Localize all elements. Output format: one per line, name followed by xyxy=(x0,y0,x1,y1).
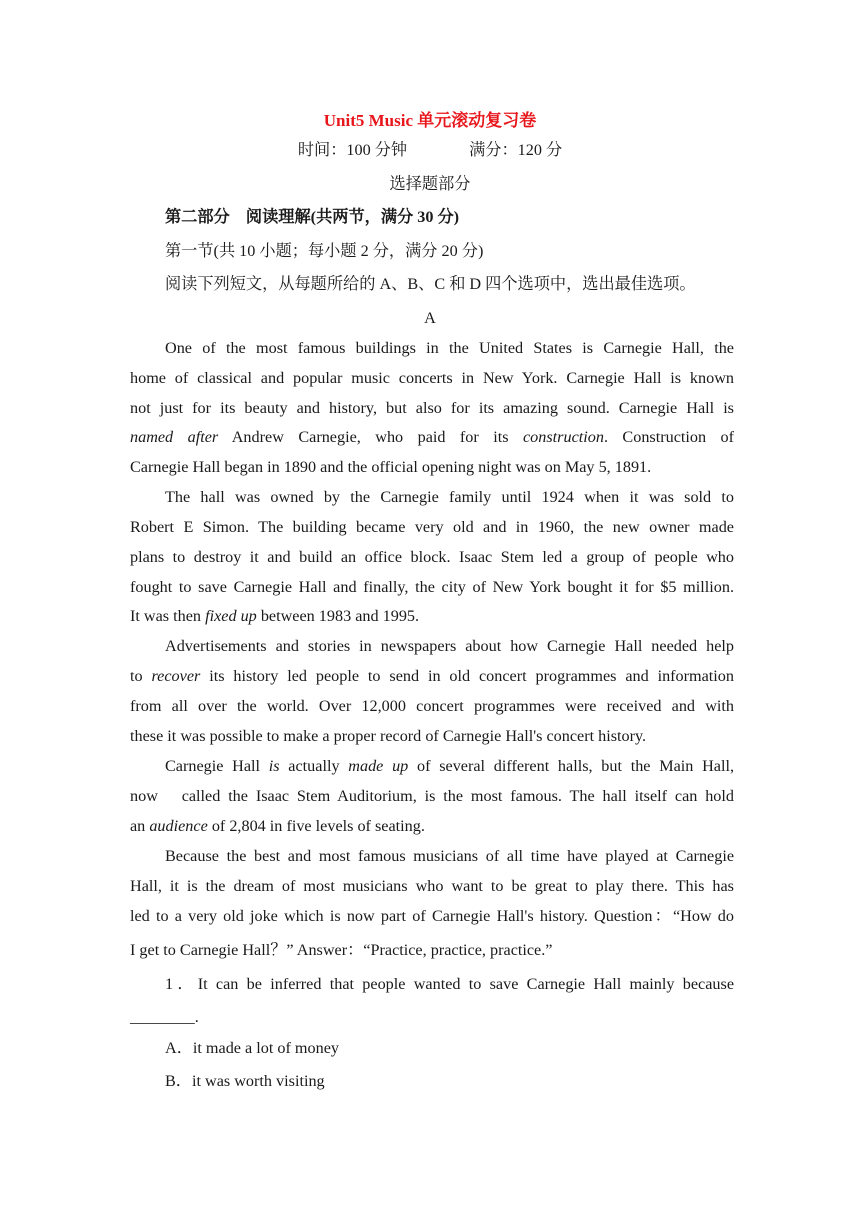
section-label: 选择题部分 xyxy=(389,175,471,193)
document-title: Unit5 Music 单元滚动复习卷 xyxy=(323,111,537,130)
italic-phrase: recover xyxy=(151,667,201,685)
paragraph-5-line-1: Because the best and most famous musicians of all time have played at Carnegie xyxy=(165,847,734,865)
paragraph-2-line-4: fought to save Carnegie Hall and finally, the city of New York bought it for $5 million. xyxy=(130,578,734,596)
paragraph-4-line-2: now called the Isaac Stem Auditorium, is the most famous. The hall itself can hold xyxy=(130,787,734,805)
passage-label: A xyxy=(424,309,436,327)
question-1-stem: 1．It can be inferred that people wanted to save Carnegie Hall mainly because xyxy=(165,975,734,993)
italic-phrase: fixed up xyxy=(205,607,257,625)
italic-phrase: construction xyxy=(523,428,604,446)
italic-phrase: is xyxy=(268,757,280,775)
paragraph-2-line-5: It was then fixed up between 1983 and 1995. xyxy=(130,607,420,625)
paragraph-2-line-1: The hall was owned by the Carnegie family until 1924 when it was sold to xyxy=(165,488,734,506)
italic-phrase: made up xyxy=(348,757,409,775)
paragraph-5-line-3: led to a very old joke which is now part of Carnegie Hall's history. Question：“How do xyxy=(130,907,734,925)
exam-time: 时间：100 分钟 xyxy=(297,141,408,159)
paragraph-1-line-1: One of the most famous buildings in the United States is Carnegie Hall, the xyxy=(165,339,734,357)
paragraph-2-line-2: Robert E Simon. The building became very old and in 1960, the new owner made xyxy=(130,518,734,536)
paragraph-3-line-2: to recover its history led people to send in old concert programmes and information xyxy=(130,667,734,685)
paragraph-2-line-3: plans to destroy it and build an office block. Isaac Stem led a group of people who xyxy=(130,548,734,566)
paragraph-1-line-3: not just for its beauty and history, but also for its amazing sound. Carnegie Hall is xyxy=(130,399,734,417)
paragraph-1-line-4: named after Andrew Carnegie, who paid for its construction. Construction of xyxy=(130,428,735,446)
instruction-text: 阅读下列短文，从每题所给的 A、B、C 和 D 四个选项中，选出最佳选项。 xyxy=(165,275,696,293)
exam-full-score: 满分：120 分 xyxy=(469,141,563,159)
paragraph-5-line-4: I get to Carnegie Hall？” Answer：“Practice, practice, practice.” xyxy=(130,941,553,959)
subsection-heading: 第一节(共 10 小题；每小题 2 分，满分 20 分) xyxy=(165,242,484,260)
paragraph-5-line-2: Hall, it is the dream of most musicians who want to be great to play there. This has xyxy=(130,877,734,895)
paragraph-3-line-1: Advertisements and stories in newspapers about how Carnegie Hall needed help xyxy=(165,637,734,655)
paragraph-4-line-3: an audience of 2,804 in five levels of seating. xyxy=(130,817,425,835)
paragraph-1-line-5: Carnegie Hall began in 1890 and the official opening night was on May 5, 1891. xyxy=(130,458,652,476)
paragraph-4-line-1: Carnegie Hall is actually made up of several different halls, but the Main Hall, xyxy=(165,757,735,775)
part-heading: 第二部分 阅读理解(共两节，满分 30 分) xyxy=(165,208,460,226)
question-1-blank: ________. xyxy=(130,1008,199,1026)
italic-phrase: named after xyxy=(130,428,219,446)
italic-phrase: audience xyxy=(149,817,208,835)
question-1-option-a: A．it made a lot of money xyxy=(165,1039,339,1057)
paragraph-1-line-2: home of classical and popular music concerts in New York. Carnegie Hall is known xyxy=(130,369,734,387)
paragraph-3-line-3: from all over the world. Over 12,000 concert programmes were received and with xyxy=(130,697,734,715)
paragraph-3-line-4: these it was possible to make a proper record of Carnegie Hall's concert history. xyxy=(130,727,647,745)
exam-meta xyxy=(0,139,860,161)
question-1-option-b: B．it was worth visiting xyxy=(165,1072,325,1090)
